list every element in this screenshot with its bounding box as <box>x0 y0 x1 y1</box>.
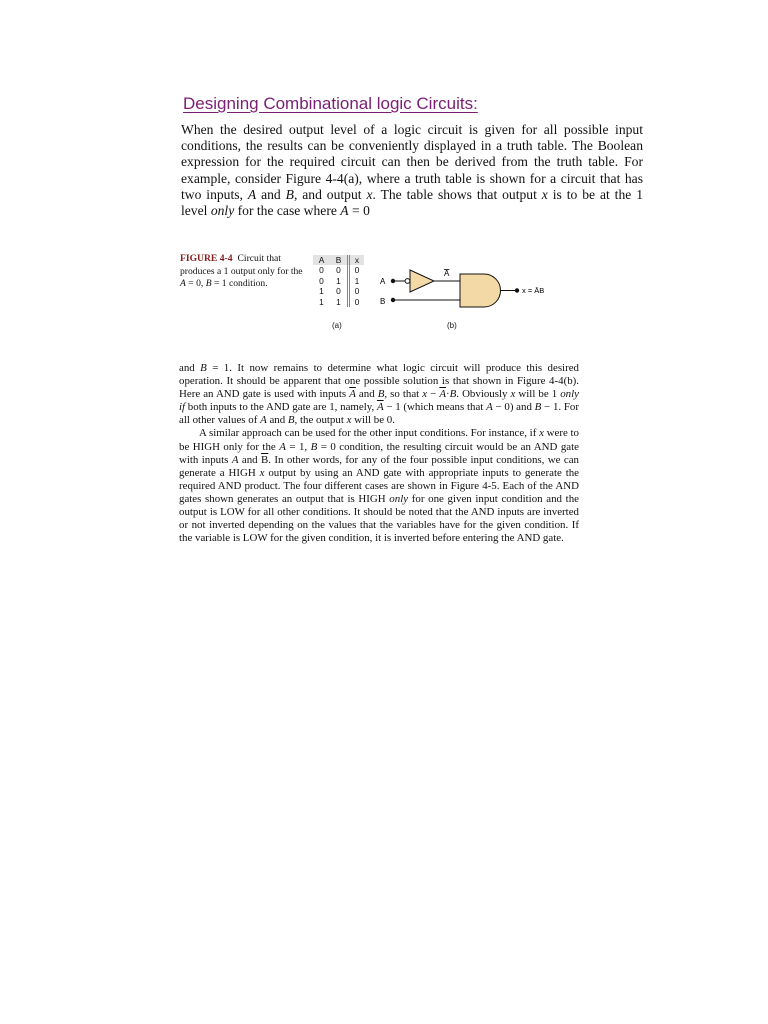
cell-b: 1 <box>336 296 341 307</box>
logic-circuit-diagram <box>374 262 574 312</box>
cell-a: 1 <box>319 296 324 307</box>
header-b: B <box>330 255 349 265</box>
figure-caption-text: Circuit that produces a 1 output only for the A = 0, B = 1 condition. <box>180 253 303 290</box>
input-a-label: A <box>380 277 386 286</box>
cell-b: 0 <box>336 286 341 297</box>
inversion-bubble <box>405 279 410 284</box>
output-label: x = ĀB <box>522 286 545 295</box>
section-heading: Designing Combinational logic Circuits: <box>183 94 478 113</box>
intro-paragraph: When the desired output level of a logic circuit is given for all possible input conditions, the results can be conveniently displayed in a truth table. The Boolean expression for the required circuit can then be derived from the truth table. For example, consider Figure 4-4(a), where a truth table is shown for a circuit that has two inputs, A and B, and output x. The table shows that output x is to be at the 1 level only for the case where A = 0 <box>181 122 643 219</box>
truth-table <box>313 255 364 307</box>
cell-x: 1 <box>349 276 365 287</box>
body-paragraph-2: A similar approach can be used for the other input conditions. For instance, if x were to be HIGH only for the A = 1, B = 0 condition, the resulting circuit would be an AND gate with inputs A and $\overline{B}$. In other words, for any of the four possible input conditions, we can generate a HIGH x output by using an AND gate with appropriate inputs to generate the required AND product. The four different cases are shown in Figure 4-5. Each of the AND gates shown generates an output that is HIGH only for one given input condition and the output is LOW for all other conditions. It should be noted that the AND inputs are inverted or not inverted depending on the values that the variables have for the given condition. If the variable is LOW for the given condition, it is inverted before entering the AND gate. <box>179 427 580 545</box>
truth-table-header <box>313 255 364 265</box>
subfigure-b-label: (b) <box>447 321 457 330</box>
input-b-label: B <box>380 297 386 306</box>
subfigure-a-label: (a) <box>332 321 342 330</box>
figure-caption <box>180 253 308 291</box>
cell-a: 0 <box>319 265 324 276</box>
header-a: A <box>313 255 330 265</box>
cell-a: 0 <box>319 275 324 286</box>
output-terminal <box>515 288 519 292</box>
body-text <box>179 362 579 545</box>
not-gate-icon <box>410 270 434 292</box>
cell-a: 1 <box>319 286 324 297</box>
table-row <box>313 297 364 308</box>
figure-label: FIGURE 4-4 <box>180 253 233 264</box>
cell-x: 0 <box>349 286 365 297</box>
table-row <box>313 286 364 297</box>
table-row <box>313 276 364 287</box>
inverted-a-label: A <box>444 269 450 278</box>
cell-x: 0 <box>349 265 365 276</box>
and-gate-icon <box>460 274 501 307</box>
cell-x: 0 <box>349 297 365 308</box>
header-x: x <box>349 255 365 265</box>
body-paragraph-1: and B = 1. It now remains to determine what logic circuit will produce this desired operation. It should be apparent that one possible solution is that shown in Figure 4-4(b). Here an AND gate is used with inputs $\overline{A}$ and B, so that $x - \overline{A}\cdot B$. Obviously x will be 1 only if both inputs to the AND gate are 1, namely, $\overline{A} - 1$ (which means that A − 0) and B − 1. For all other values of A and B, the output x will be 0. <box>179 362 579 427</box>
cell-b: 1 <box>336 275 341 286</box>
table-row <box>313 265 364 276</box>
cell-b: 0 <box>336 265 341 276</box>
